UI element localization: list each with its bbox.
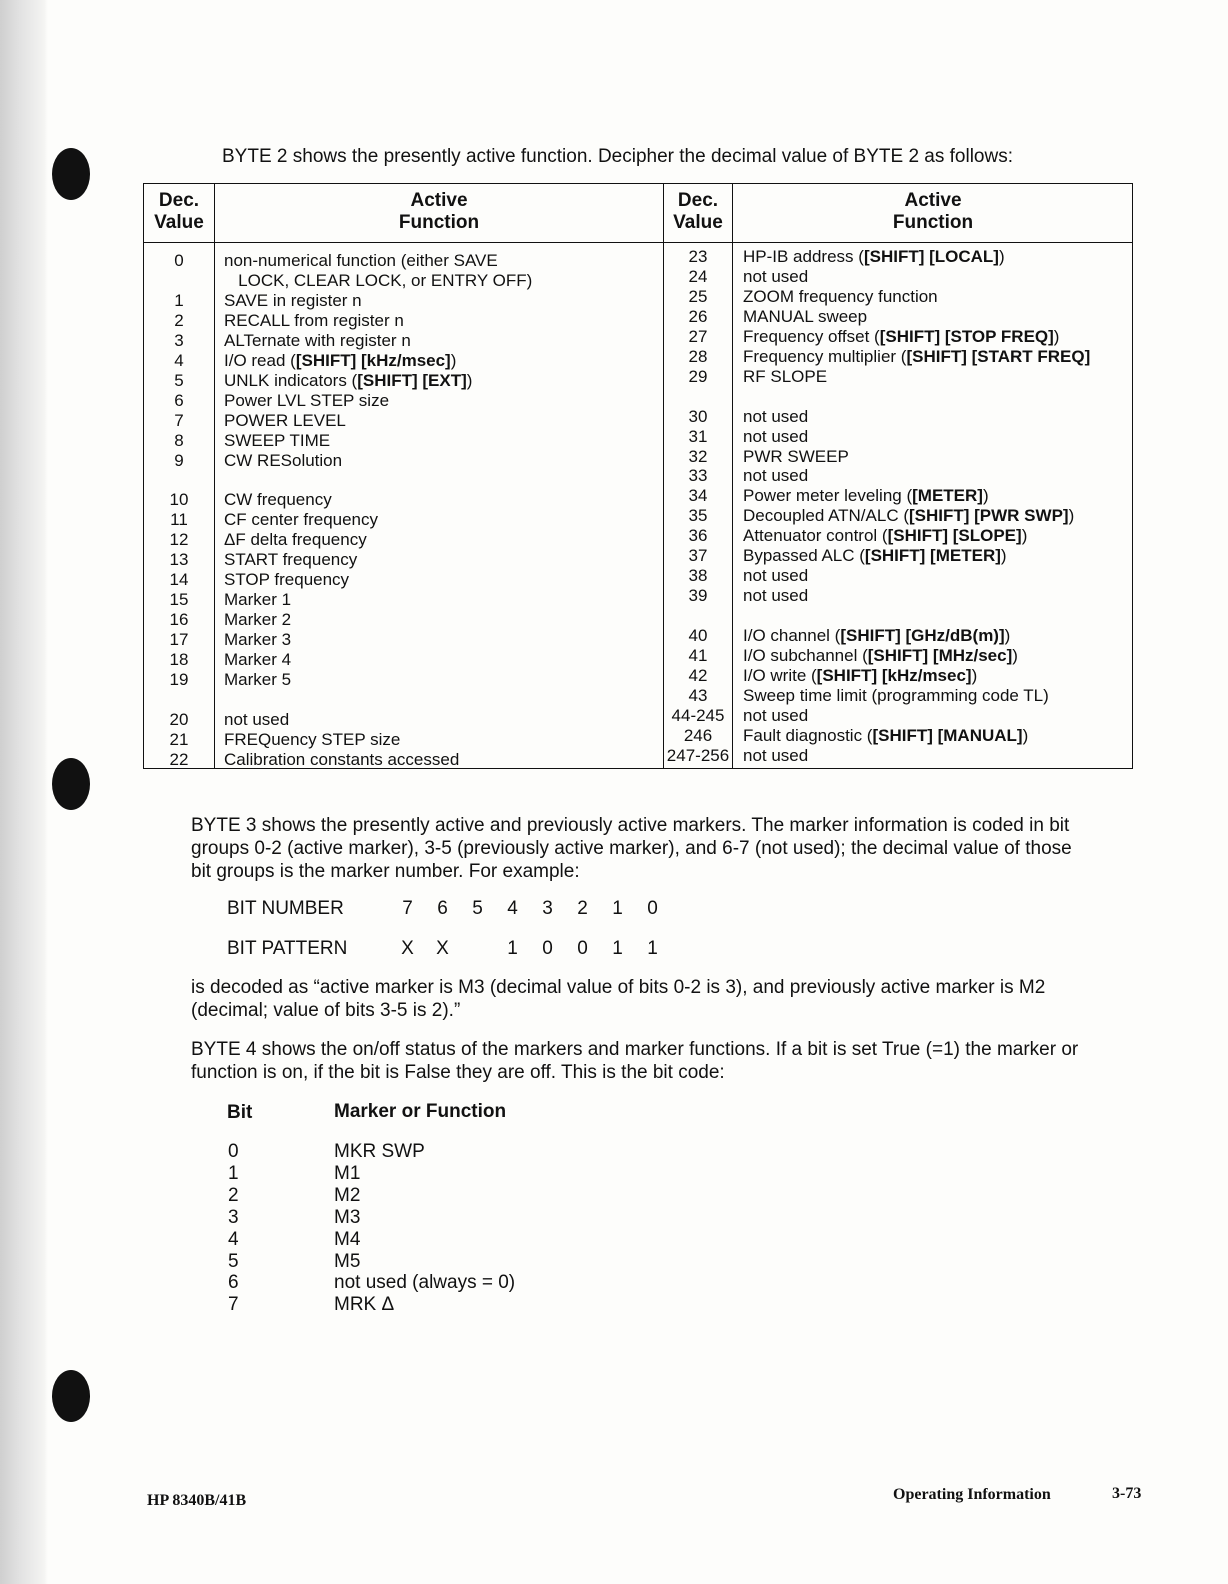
bit-number-cell: 4 [507, 898, 518, 919]
front-panel-key: [SHIFT] [PWR SWP] [908, 506, 1069, 526]
table-row-function: Marker 4 [224, 650, 292, 670]
table-row-function: PWR SWEEP [743, 446, 849, 466]
header-dec-value: Dec. Value [154, 190, 204, 233]
byte2-intro: BYTE 2 shows the presently active function. Decipher the decimal value of BYTE 2 as follows: [222, 146, 1013, 167]
table-row-function: not used [743, 705, 809, 725]
table-row-function: RF SLOPE [743, 366, 828, 386]
front-panel-key: [SHIFT] [MHz/sec] [867, 646, 1013, 666]
header-active-function: Active Function [892, 190, 974, 233]
byte3-paragraph: BYTE 3 shows the presently active and previously active markers. The marker information is coded in bit groups 0-2 (active marker), 3-5 (previously active marker), and 6-7 (not used); the decimal value of those bit groups is the marker number. For example: [191, 815, 1072, 882]
table-row-function: Marker 3 [224, 630, 292, 650]
byte3-decoded: is decoded as “active marker is M3 (decimal value of bits 0-2 is 3), and previously active marker is M2 (decimal; value of bits 3-5 is 2).” [191, 977, 1046, 1021]
bit-pattern-label: BIT PATTERN [227, 938, 348, 959]
table-row-function: Frequency offset ([SHIFT] [STOP FREQ]) [743, 326, 1060, 346]
table-row-function: CW RESolution [224, 450, 343, 470]
marker-function-header: Marker or Function [334, 1101, 507, 1122]
bit-number-label: BIT NUMBER [227, 898, 344, 919]
table-row-function: Decoupled ATN/ALC ([SHIFT] [PWR SWP]) [743, 506, 1075, 526]
punch-hole [52, 148, 90, 200]
byte4-bit-list: 0 1 2 3 4 5 6 7 [228, 1141, 239, 1316]
bit-pattern-cell: 1 [647, 938, 658, 959]
bit-number-cell: 6 [437, 898, 448, 919]
table-row-function: Power LVL STEP size [224, 390, 390, 410]
scan-binding-edge [0, 0, 48, 1584]
table-row-function: STOP frequency [224, 570, 350, 590]
front-panel-key: [SHIFT] [STOP FREQ] [879, 326, 1054, 346]
table-row-function: HP-IB address ([SHIFT] [LOCAL]) [743, 247, 1005, 266]
table-row-function: not used [743, 745, 809, 765]
bit-number-cell: 0 [647, 898, 658, 919]
left-function-list [224, 251, 532, 770]
table-row-function: Marker 1 [224, 590, 292, 610]
table-row-function: not used [743, 566, 809, 586]
table-row-function: I/O channel ([SHIFT] [GHz/dB(m)]) [743, 626, 1011, 646]
front-panel-key: [SHIFT] [START FREQ] [906, 346, 1091, 366]
table-row-function: not used [743, 466, 809, 486]
table-row-function: Marker 2 [224, 610, 292, 630]
bit-pattern-cell: 0 [542, 938, 553, 959]
table-row-function: I/O subchannel ([SHIFT] [MHz/sec]) [743, 646, 1018, 666]
footer-page-number: 3-73 [1112, 1485, 1142, 1502]
table-row-function: Calibration constants accessed [224, 749, 460, 769]
front-panel-key: [METER] [912, 486, 983, 506]
bit-column-header: Bit [227, 1102, 253, 1123]
bit-pattern-cell: 1 [507, 938, 518, 959]
table-row-function: Frequency multiplier ([SHIFT] [START FREQ] [743, 346, 1091, 366]
bit-number-cell: 7 [402, 898, 413, 919]
table-row-function: not used [743, 266, 809, 286]
front-panel-key: [SHIFT] [GHz/dB(m)] [840, 626, 1005, 646]
table-row-function: I/O write ([SHIFT] [kHz/msec]) [743, 666, 978, 686]
table-row-function: Fault diagnostic ([SHIFT] [MANUAL]) [743, 725, 1029, 745]
bit-pattern-cell: 0 [577, 938, 588, 959]
table-row-function [743, 606, 1090, 626]
bit-pattern-cell: X [401, 938, 414, 959]
table-row-function [224, 470, 532, 490]
table-row-function: Marker 5 [224, 670, 292, 690]
bit-number-cell: 3 [542, 898, 553, 919]
table-row-function: not used [743, 586, 809, 606]
table-row-function: not used [743, 426, 809, 446]
byte4-paragraph: BYTE 4 shows the on/off status of the markers and marker functions. If a bit is set True (=1) the marker or function is on, if the bit is False they are off. This is the bit code: [191, 1039, 1079, 1083]
table-row-function: UNLK indicators ([SHIFT] [EXT]) [224, 370, 473, 390]
table-row-function: ΔF delta frequency [224, 530, 367, 550]
table-row-function: SWEEP TIME [224, 430, 331, 450]
front-panel-key: [SHIFT] [LOCAL] [863, 247, 999, 266]
front-panel-key: [SHIFT] [MANUAL] [872, 725, 1023, 745]
front-panel-key: [SHIFT] [kHz/msec] [816, 666, 972, 686]
front-panel-key: [SHIFT] [SLOPE] [887, 526, 1022, 546]
bit-number-cell: 5 [472, 898, 483, 919]
table-row-function: CF center frequency [224, 510, 379, 530]
table-row-function [224, 690, 532, 710]
punch-hole [52, 1370, 90, 1422]
footer-model: HP 8340B/41B [147, 1492, 247, 1509]
table-row-function: Bypassed ALC ([SHIFT] [METER]) [743, 546, 1007, 566]
bit-number-cell: 1 [612, 898, 623, 919]
header-dec-value: Dec. Value [673, 190, 723, 233]
front-panel-key: [SHIFT] [kHz/msec] [295, 350, 451, 370]
table-row-function: not used [224, 709, 290, 729]
table-row-function: POWER LEVEL [224, 410, 346, 430]
table-row-function: CW frequency [224, 490, 332, 510]
table-row-function: LOCK, CLEAR LOCK, or ENTRY OFF) [224, 270, 533, 290]
front-panel-key: [SHIFT] [EXT] [357, 370, 467, 390]
table-row-function: I/O read ([SHIFT] [kHz/msec]) [224, 350, 457, 370]
left-dec-values: 0 1 2 3 4 5 6 7 8 9 10 11 12 13 14 15 16 17 18 19 20 21 22 [169, 251, 189, 769]
table-row-function: Sweep time limit (programming code TL) [743, 685, 1049, 705]
bit-pattern-row [227, 938, 670, 960]
front-panel-key: [SHIFT] [METER] [864, 546, 1001, 566]
table-row-function: MANUAL sweep [743, 306, 868, 326]
header-active-function: Active Function [398, 190, 480, 233]
right-function-list [743, 247, 1090, 766]
table-row-function: Power meter leveling ([METER]) [743, 486, 989, 506]
table-row-function: ZOOM frequency function [743, 286, 938, 306]
table-row-function: SAVE in register n [224, 290, 362, 310]
table-row-function: FREQuency STEP size [224, 729, 401, 749]
byte4-function-list: MKR SWP M1 M2 M3 M4 M5 not used (always = 0) MRK Δ [334, 1141, 516, 1316]
table-row-function: START frequency [224, 550, 358, 570]
table-row-function: not used [743, 406, 809, 426]
right-dec-values: 23 24 25 26 27 28 29 30 31 32 33 34 35 36 37 38 39 40 41 42 43 44-245 246 247-256 [666, 247, 730, 765]
table-row-function: non-numerical function (either SAVE [224, 251, 498, 270]
punch-hole [52, 758, 90, 810]
table-row-function: ALTernate with register n [224, 330, 411, 350]
bit-number-row [227, 898, 670, 920]
table-row-function [743, 387, 1090, 407]
table-row-function: RECALL from register n [224, 310, 404, 330]
bit-pattern-cell: 1 [612, 938, 623, 959]
bit-number-cell: 2 [577, 898, 588, 919]
bit-pattern-cell: X [436, 938, 449, 959]
footer-section: Operating Information [893, 1486, 1051, 1503]
byte2-function-table [143, 183, 1133, 769]
table-row-function: Attenuator control ([SHIFT] [SLOPE]) [743, 526, 1028, 546]
